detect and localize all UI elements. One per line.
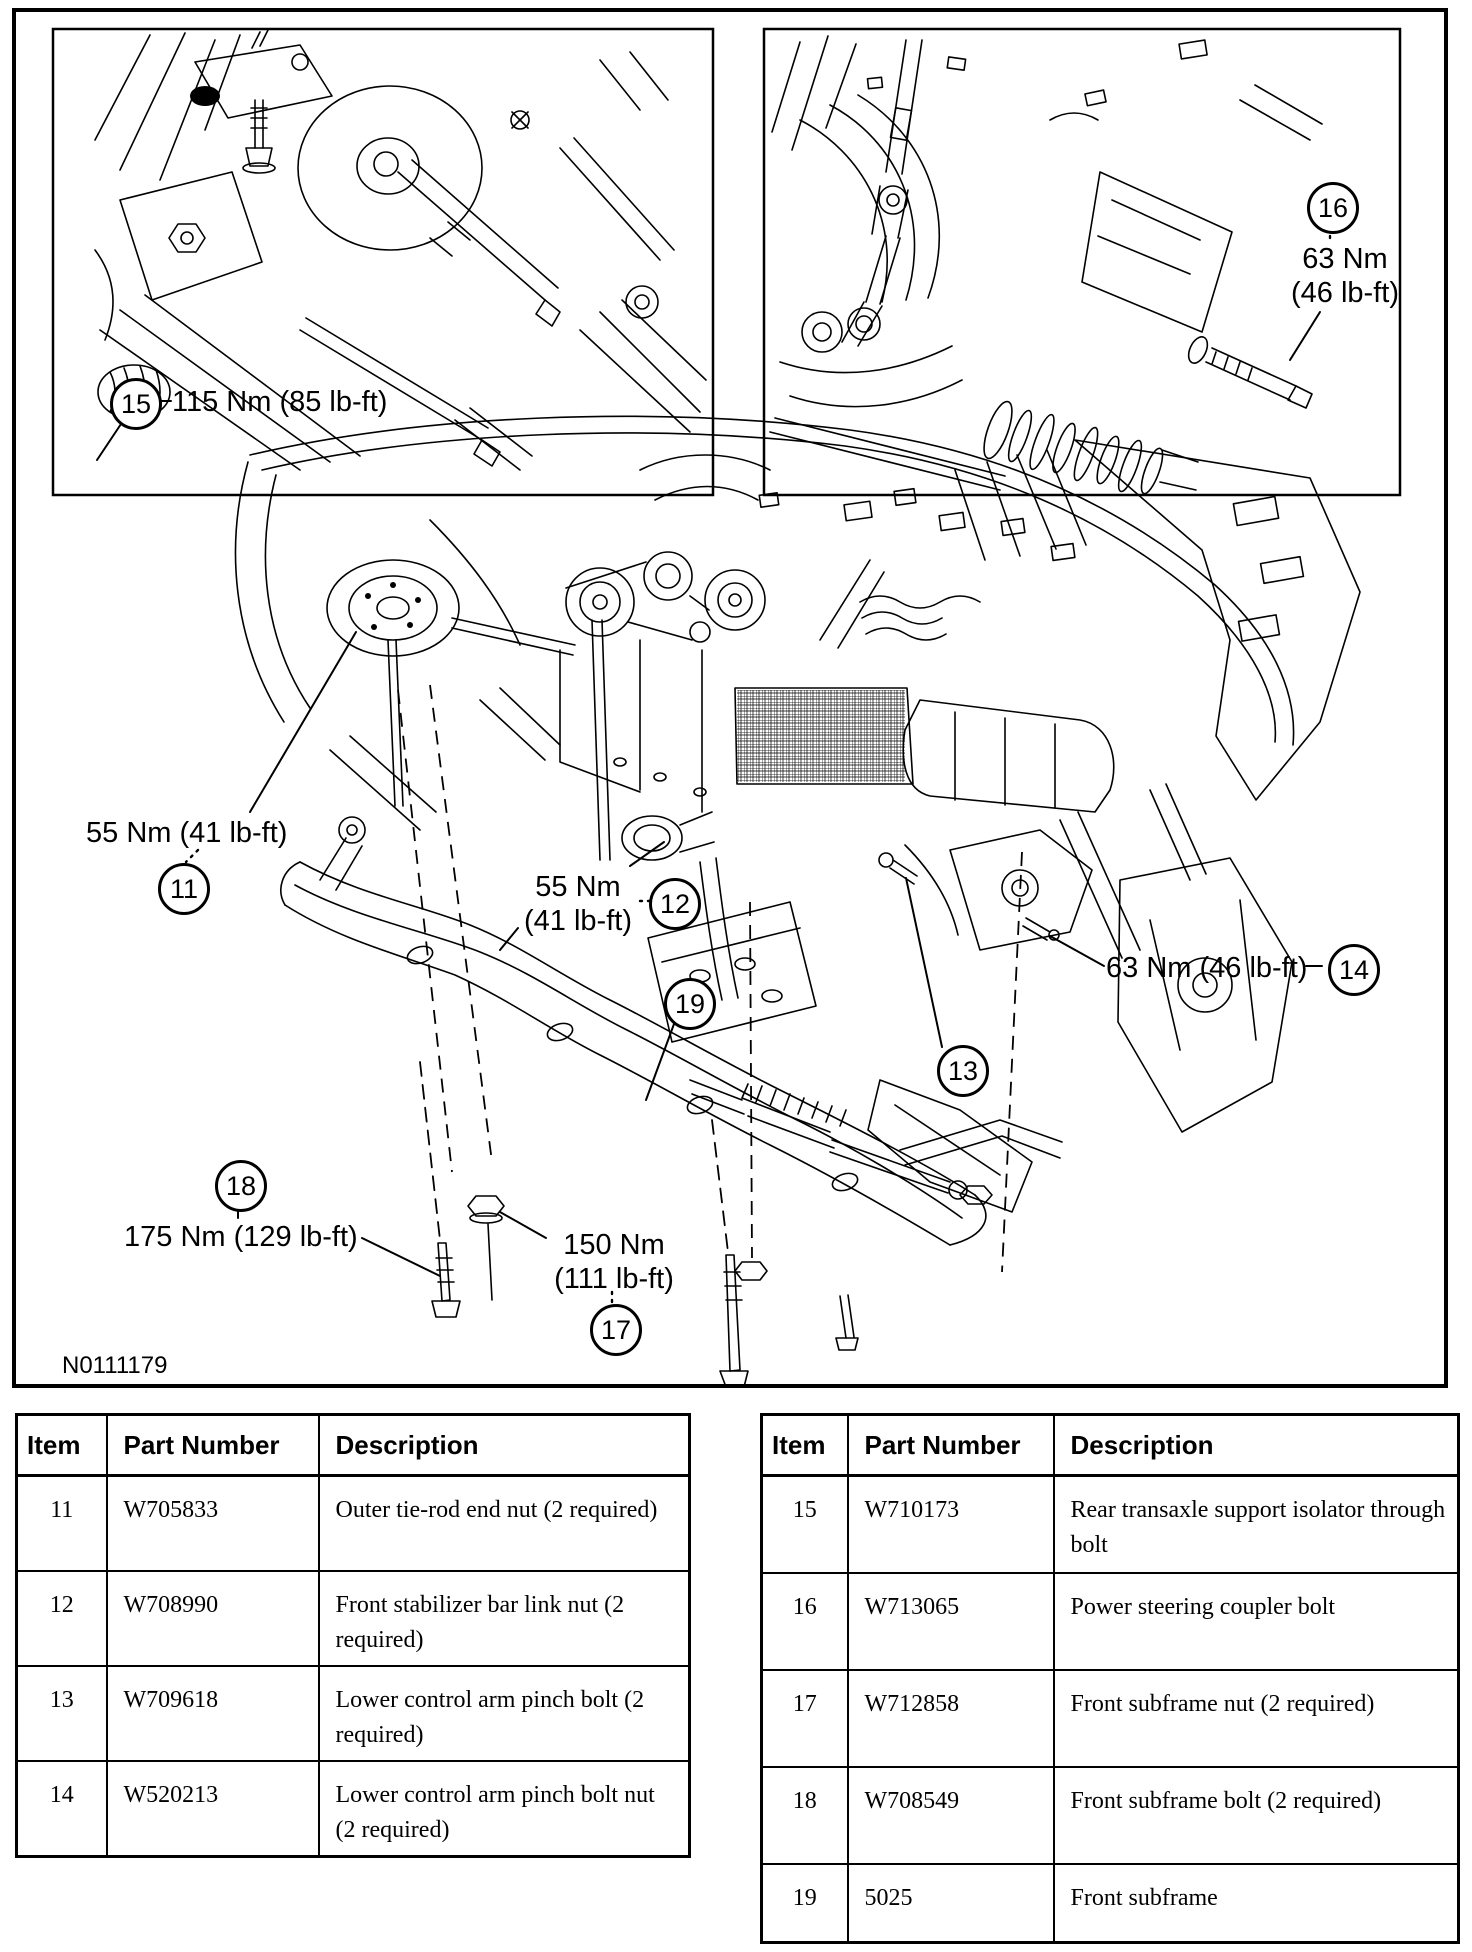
header-row [17,1415,690,1476]
col-header-part-number: Part Number [848,1415,1054,1476]
callout-16: 16 [1307,182,1359,234]
cell-item: 18 [762,1767,848,1864]
torque-label-12-line1: 55 Nm [535,871,621,903]
torque-label-15: 115 Nm (85 lb-ft) [172,386,388,418]
cell-description: Outer tie-rod end nut (2 required) [319,1476,690,1572]
cell-part-number: W710173 [848,1476,1054,1574]
torque-label-12-line2: (41 lb-ft) [524,905,632,937]
cell-item: 12 [17,1571,107,1666]
callout-19: 19 [664,978,716,1030]
cell-item: 11 [17,1476,107,1572]
col-header-item: Item [17,1415,107,1476]
cell-description: Lower control arm pinch bolt nut (2 required) [319,1761,690,1857]
table-row-19 [762,1864,1459,1943]
torque-label-12 [508,870,648,938]
cell-description: Front subframe nut (2 required) [1054,1670,1459,1767]
cell-item: 19 [762,1864,848,1943]
inset-right-line-art [770,36,1322,496]
table-row-18 [762,1767,1459,1864]
callout-13: 13 [937,1045,989,1097]
cell-description: Rear transaxle support isolator through bolt [1054,1476,1459,1574]
callout-12: 12 [649,878,701,930]
cell-item: 14 [17,1761,107,1857]
cell-part-number: W713065 [848,1573,1054,1670]
callout-11: 11 [158,863,210,915]
table-row-15 [762,1476,1459,1574]
torque-label-16-line2: (46 lb-ft) [1291,277,1399,309]
table-row-17 [762,1670,1459,1767]
torque-label-17-line2: (111 lb-ft) [554,1263,674,1295]
table-row-12 [17,1571,690,1666]
torque-label-17 [534,1228,694,1296]
col-header-description: Description [1054,1415,1459,1476]
callout-15: 15 [110,378,162,430]
cell-item: 13 [17,1666,107,1761]
header-row [762,1415,1459,1476]
cell-part-number: W705833 [107,1476,319,1572]
torque-label-17-line1: 150 Nm [563,1229,665,1261]
cell-part-number: W708990 [107,1571,319,1666]
cell-part-number: W520213 [107,1761,319,1857]
torque-label-11: 55 Nm (41 lb-ft) [86,817,288,849]
table-row-14 [17,1761,690,1857]
torque-label-16-line1: 63 Nm [1302,243,1388,275]
callout-18: 18 [215,1160,267,1212]
cell-part-number: W712858 [848,1670,1054,1767]
cell-description: Front subframe bolt (2 required) [1054,1767,1459,1864]
torque-label-18: 175 Nm (129 lb-ft) [124,1221,358,1253]
col-header-description: Description [319,1415,690,1476]
table-row-11 [17,1476,690,1572]
parts-table-right [760,1413,1460,1944]
col-header-part-number: Part Number [107,1415,319,1476]
table-row-16 [762,1573,1459,1670]
torque-label-16 [1262,242,1428,310]
cell-item: 17 [762,1670,848,1767]
callout-14: 14 [1328,944,1380,996]
cell-item: 15 [762,1476,848,1574]
cell-description: Front subframe [1054,1864,1459,1943]
cell-description: Lower control arm pinch bolt (2 required) [319,1666,690,1761]
cell-description: Front stabilizer bar link nut (2 required) [319,1571,690,1666]
main-line-art [236,416,1360,1387]
table-row-13 [17,1666,690,1761]
cell-description: Power steering coupler bolt [1054,1573,1459,1670]
torque-label-14: 63 Nm (46 lb-ft) [1106,952,1308,984]
cell-part-number: W709618 [107,1666,319,1761]
figure-reference-number: N0111179 [62,1352,168,1379]
col-header-item: Item [762,1415,848,1476]
cell-item: 16 [762,1573,848,1670]
callout-17: 17 [590,1304,642,1356]
cell-part-number: W708549 [848,1767,1054,1864]
cell-part-number: 5025 [848,1864,1054,1943]
parts-table-left [15,1413,691,1858]
